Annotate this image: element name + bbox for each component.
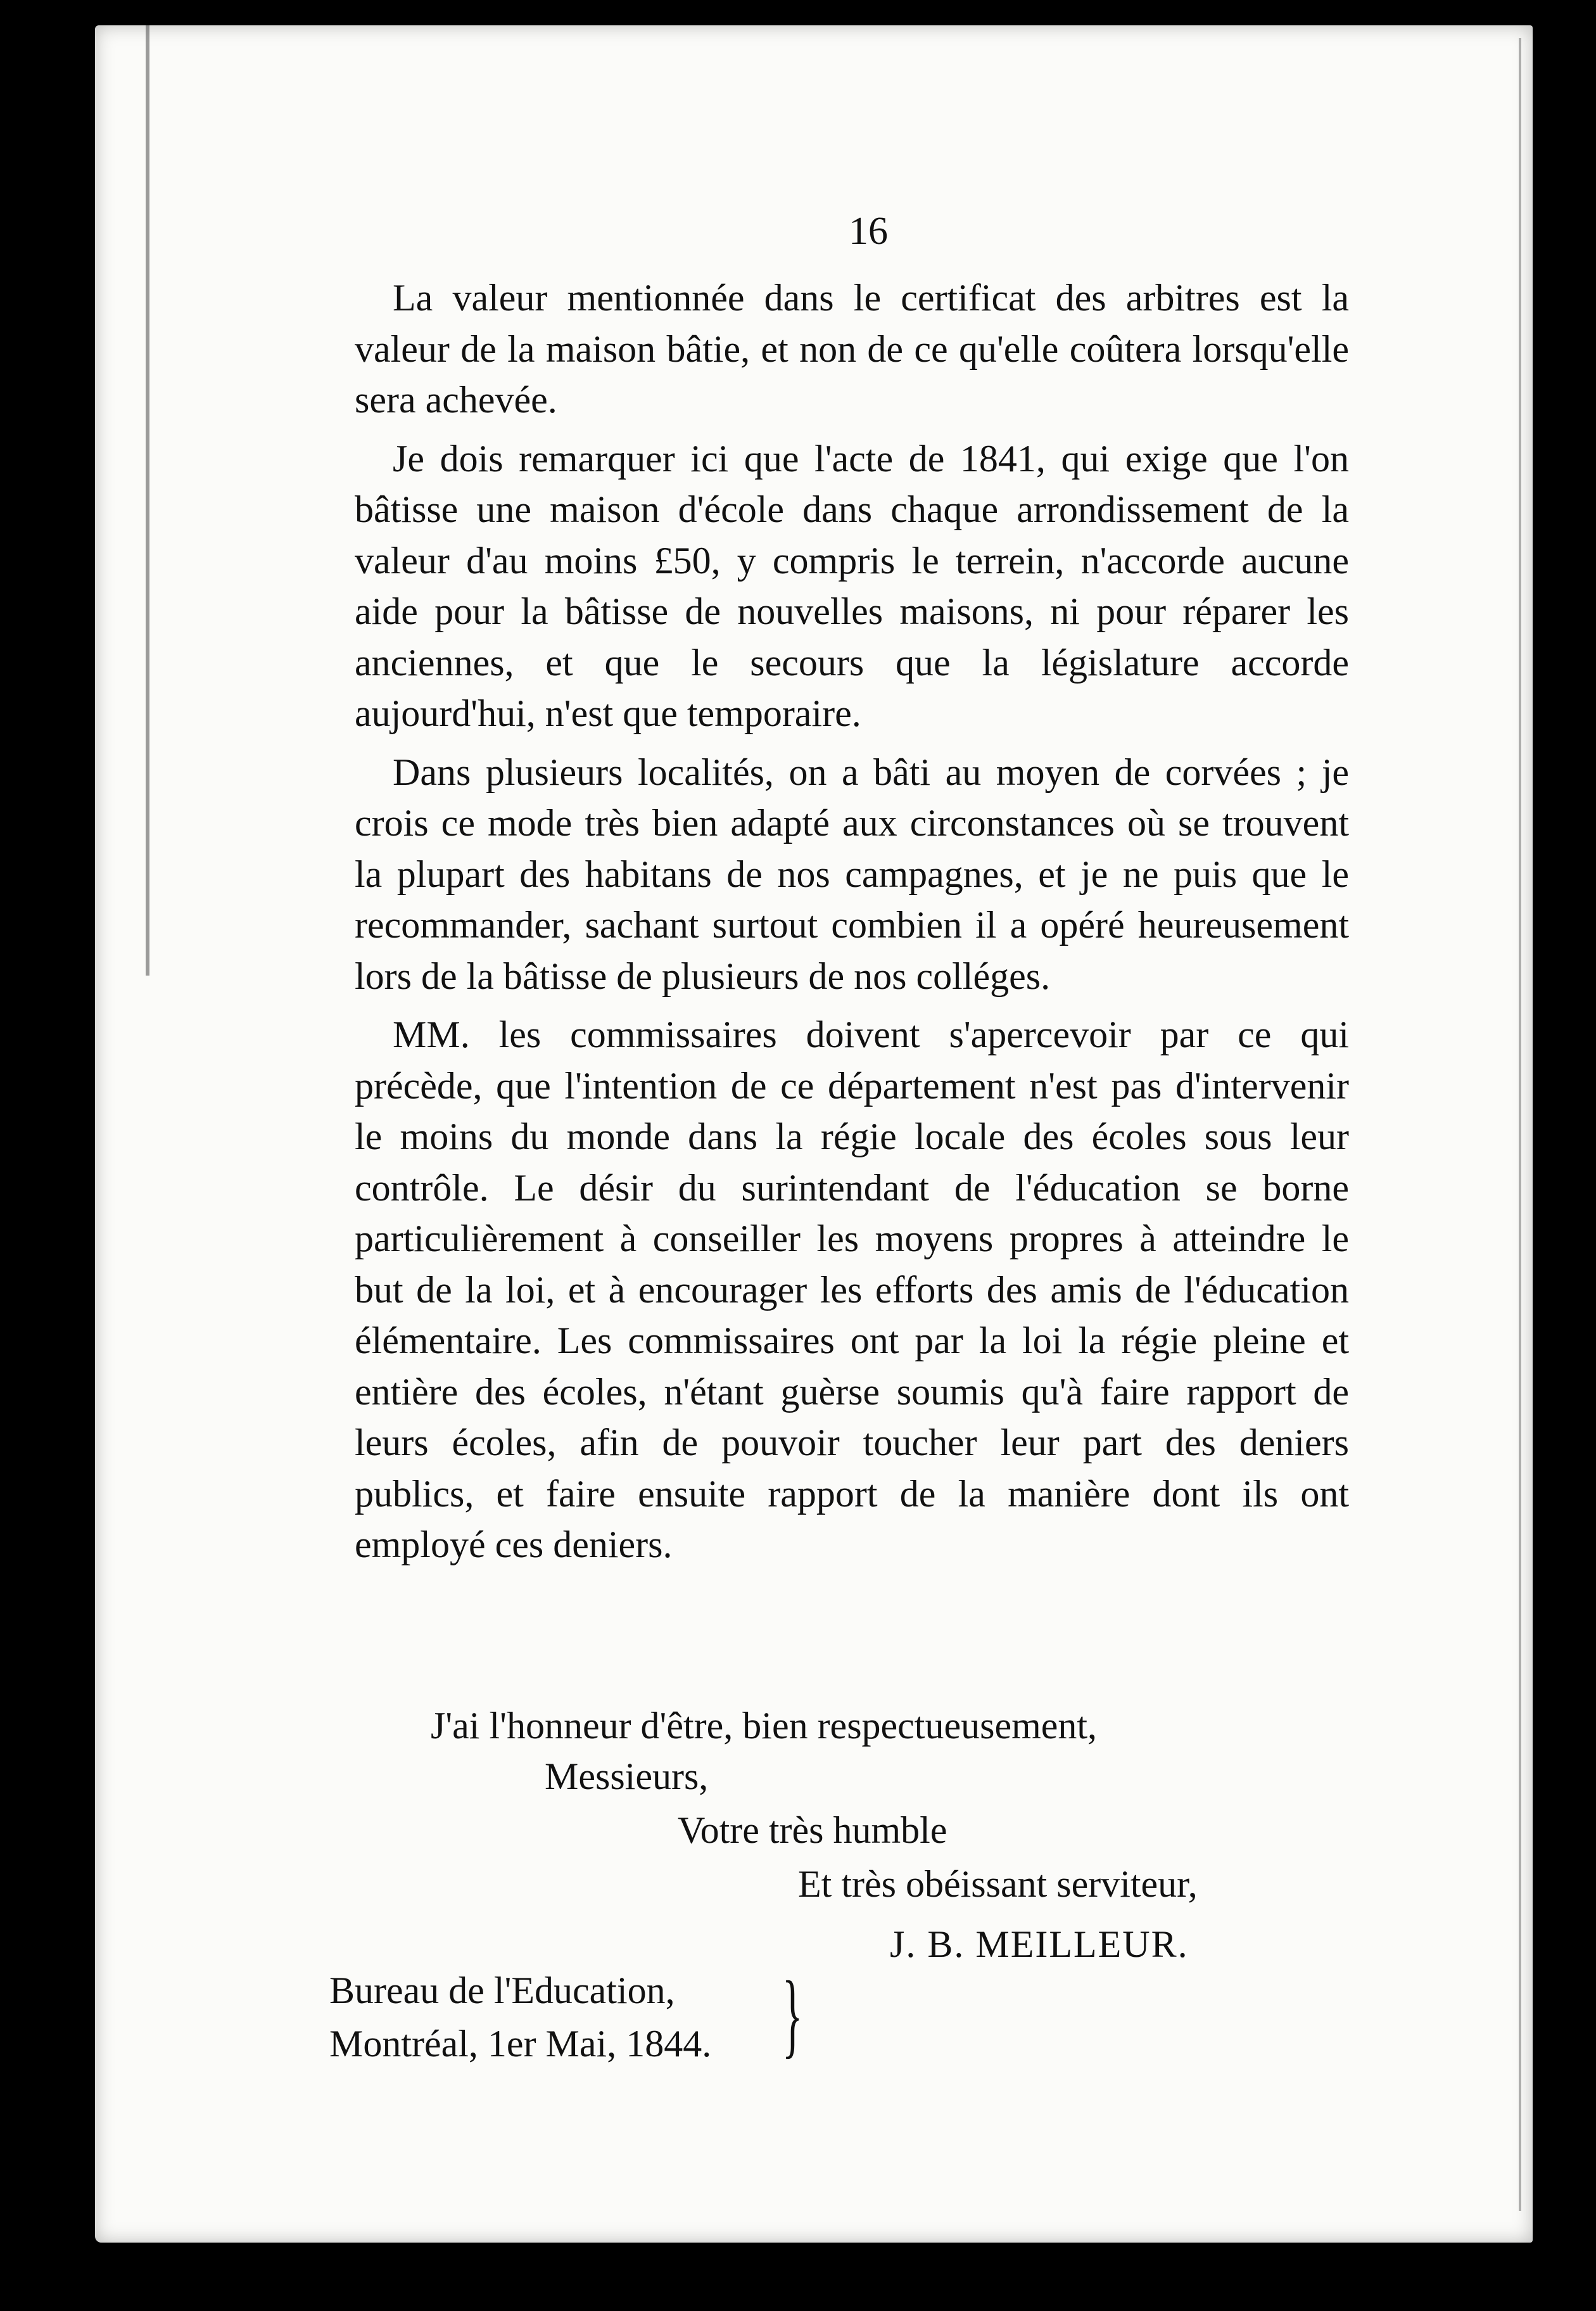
signature: J. B. MEILLEUR. (890, 1923, 1189, 1965)
paragraph-4: MM. les commissaires doivent s'apercevoir par ce qui précède, que l'intention de ce département n'est pas d'intervenir le moins du monde dans la régie locale des écoles sous leur contrôle. Le désir du surintendant de l'éducation se borne particulièrement à conseiller les moyens propres à atteindre le but de la loi, et à encourager les efforts des amis de l'éducation élémentaire. Les commissaires ont par la loi la régie pleine et entière des écoles, n'étant guèrse soumis qu'à faire rapport de leurs écoles, afin de pouvoir toucher leur part des deniers publics, et faire ensuite rapport de la manière dont ils ont employé ces deniers. (355, 1014, 1349, 1565)
closing-humble: Votre très humble (678, 1809, 947, 1851)
brace-mark: } (782, 1962, 803, 2067)
closing-salutation: J'ai l'honneur d'être, bien respectueusement, (431, 1705, 1098, 1747)
page-edge-line (1519, 38, 1521, 2211)
closing-servant: Et très obéissant serviteur, (798, 1863, 1198, 1905)
dateline (329, 1964, 711, 2070)
paragraph-2: Je dois remarquer ici que l'acte de 1841, qui exige que l'on bâtisse une maison d'école dans chaque arrondissement de la valeur d'au moins £50, y compris le terrein, n'accorde aucune aide pour la bâtisse de nouvelles maisons, ni pour réparer les anciennes, et que le secours que la législature accorde aujourd'hui, n'est que temporaire. (355, 437, 1349, 734)
page-number: 16 (849, 210, 888, 253)
closing-address: Messieurs, (545, 1755, 709, 1797)
paragraph-1: La valeur mentionnée dans le certificat des arbitres est la valeur de la maison bâtie, et non de ce qu'elle coûtera lorsqu'elle sera achevée. (355, 277, 1349, 421)
dateline-office: Bureau de l'Education, (329, 1970, 675, 2011)
paragraph-3: Dans plusieurs localités, on a bâti au moyen de corvées ; je crois ce mode très bien adapté aux circonstances où se trouvent la plupart des habitans de nos campagnes, et je ne puis que le recommander, sachant surtout combien il a opéré heureusement lors de la bâtisse de plusieurs de nos colléges. (355, 751, 1349, 997)
page-edge-shadow (146, 25, 149, 976)
body-text (355, 272, 1349, 1578)
dateline-place-date: Montréal, 1er Mai, 1844. (329, 2023, 712, 2065)
